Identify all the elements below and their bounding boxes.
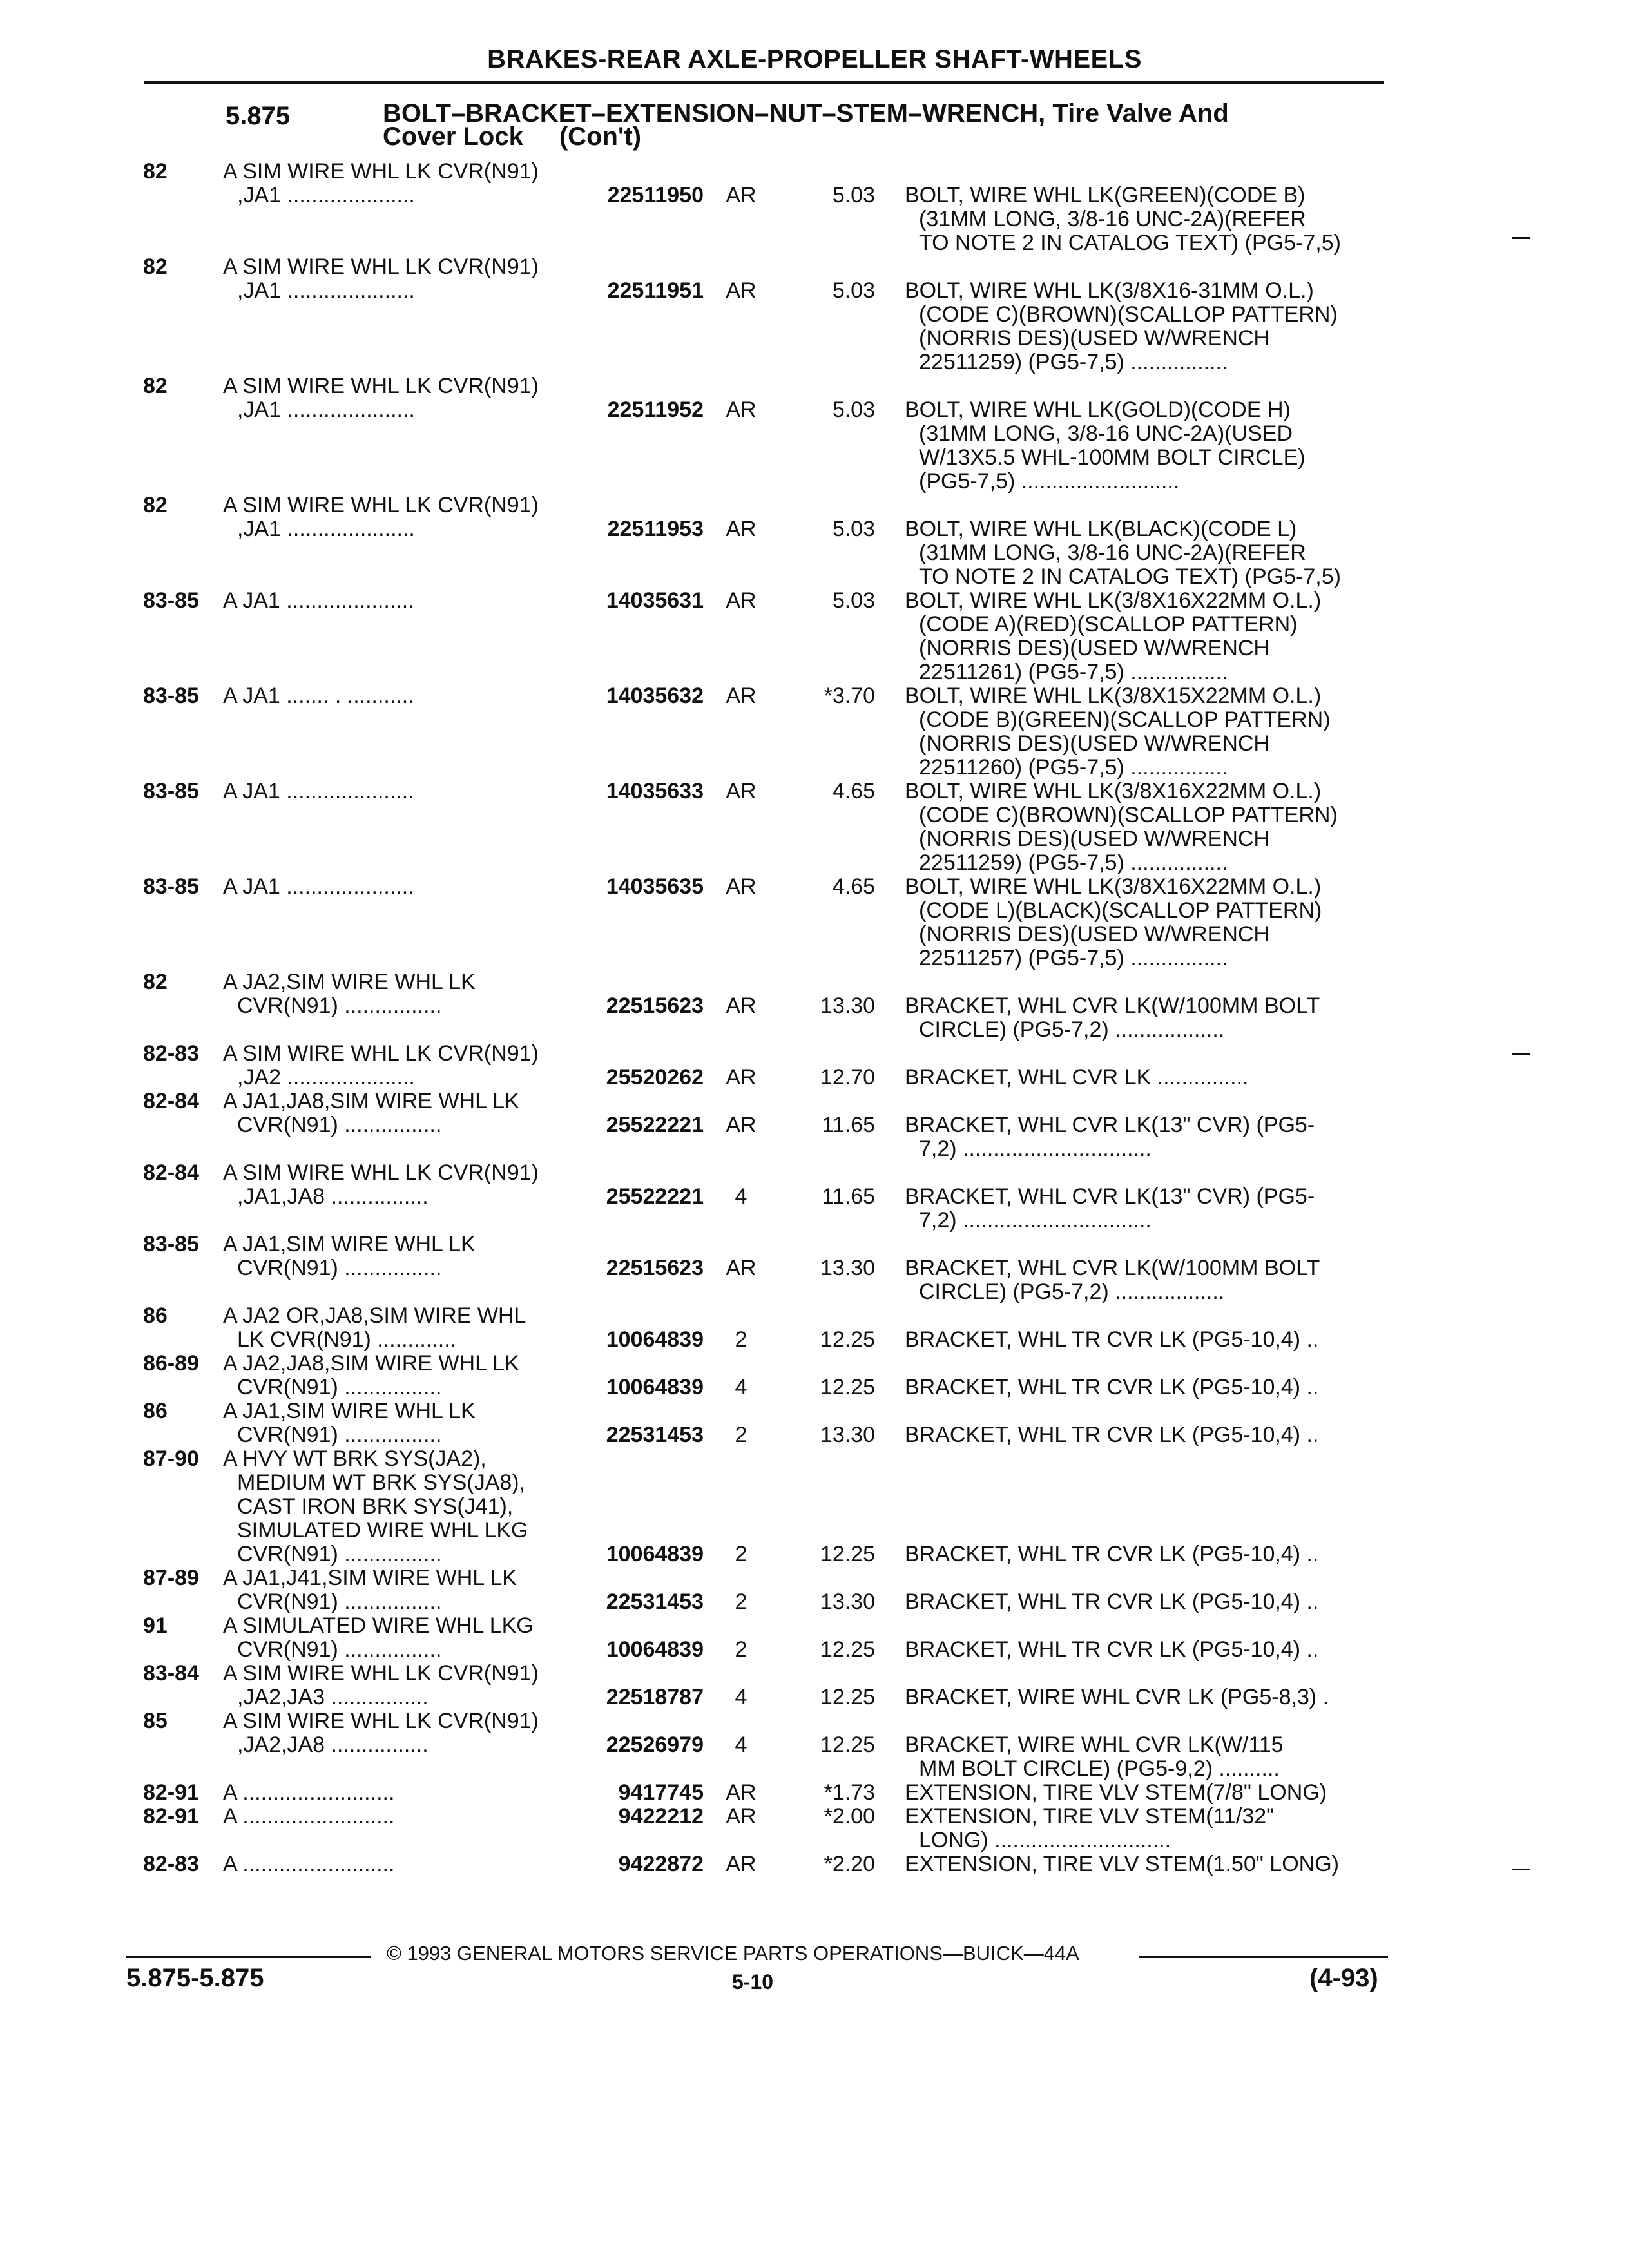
row-description-line: A SIM WIRE WHL LK CVR(N91) <box>223 159 539 184</box>
row-description <box>223 1566 571 1614</box>
row-description-line: A SIM WIRE WHL LK CVR(N91) <box>223 1661 539 1686</box>
row-description <box>223 1852 571 1876</box>
footer-rule-left <box>126 1956 371 1958</box>
row-description-line: CVR(N91) ................ <box>237 1542 442 1566</box>
row-part-name-line: 7,2) ............................... <box>919 1208 1152 1233</box>
row-description <box>223 1614 571 1662</box>
row-quantity: AR <box>726 1780 757 1805</box>
row-part-name-line: (PG5-7,5) .......................... <box>919 469 1180 494</box>
row-description <box>223 1161 571 1209</box>
row-part-name <box>905 517 1383 589</box>
row-description <box>223 160 571 207</box>
row-part-name-line: (CODE C)(BROWN)(SCALLOP PATTERN) <box>919 302 1338 327</box>
row-description-line: CVR(N91) ................ <box>237 1590 442 1614</box>
row-years: 91 <box>143 1613 168 1638</box>
row-part-name-line: (NORRIS DES)(USED W/WRENCH <box>919 636 1269 660</box>
row-part-name-line: BRACKET, WHL TR CVR LK (PG5-10,4) .. <box>905 1637 1319 1662</box>
row-part-name-line: BRACKET, WHL TR CVR LK (PG5-10,4) .. <box>905 1542 1319 1566</box>
row-part-name-line: (CODE A)(RED)(SCALLOP PATTERN) <box>919 612 1298 637</box>
row-part-name-line: (CODE L)(BLACK)(SCALLOP PATTERN) <box>919 898 1322 923</box>
row-description-line: ,JA1 ..................... <box>237 278 415 303</box>
row-description <box>223 1662 571 1709</box>
row-quantity: AR <box>726 1256 757 1280</box>
row-price: 5.03 <box>832 183 875 207</box>
row-part-name <box>905 994 1383 1042</box>
table-row <box>0 970 1629 1042</box>
row-part-name-line: (31MM LONG, 3/8-16 UNC-2A)(REFER <box>919 541 1306 565</box>
row-price: 13.30 <box>820 1590 875 1614</box>
row-price: 4.65 <box>832 779 875 803</box>
row-quantity: AR <box>726 517 757 541</box>
section-title-line2 <box>383 122 1388 151</box>
row-description-line: A JA1 ..................... <box>223 588 414 613</box>
row-part-name <box>905 1376 1383 1399</box>
margin-mark <box>1512 1053 1530 1055</box>
row-part-name-line: BOLT, WIRE WHL LK(3/8X16X22MM O.L.) <box>905 874 1322 899</box>
row-description-line: ,JA1 ..................... <box>237 517 415 541</box>
margin-mark <box>1512 1869 1530 1870</box>
table-row <box>0 1090 1629 1161</box>
row-part-name-line: BRACKET, WIRE WHL CVR LK(W/115 <box>905 1733 1284 1757</box>
row-years: 85 <box>143 1709 168 1733</box>
row-price: 12.25 <box>820 1542 875 1566</box>
row-description <box>223 374 571 422</box>
row-quantity: 4 <box>735 1733 747 1757</box>
row-description <box>223 1233 571 1280</box>
row-part-name-line: 22511257) (PG5-7,5) ................ <box>919 946 1228 970</box>
row-part-name-line: BOLT, WIRE WHL LK(3/8X16X22MM O.L.) <box>905 779 1322 803</box>
margin-mark <box>1512 237 1530 239</box>
row-description-line: A HVY WT BRK SYS(JA2), <box>223 1446 487 1471</box>
row-part-name <box>905 875 1383 970</box>
row-part-name <box>905 1805 1383 1852</box>
row-description <box>223 1352 571 1399</box>
row-part-number: 22511951 <box>607 278 704 303</box>
row-part-name <box>905 1542 1383 1566</box>
row-part-name-line: BRACKET, WHL CVR LK(W/100MM BOLT <box>905 994 1320 1018</box>
row-description <box>223 875 571 899</box>
row-part-name <box>905 184 1383 255</box>
row-part-number: 22515623 <box>606 1256 704 1280</box>
row-price: *2.00 <box>824 1804 875 1829</box>
row-part-number: 10064839 <box>606 1637 704 1662</box>
table-row <box>0 1662 1629 1709</box>
row-years: 87-90 <box>143 1446 199 1471</box>
row-quantity: 2 <box>735 1327 747 1352</box>
table-row <box>0 684 1629 780</box>
row-part-name <box>905 589 1383 684</box>
row-part-number: 25522221 <box>606 1184 704 1209</box>
row-quantity: AR <box>726 1852 757 1876</box>
row-description <box>223 1399 571 1447</box>
row-description <box>223 1090 571 1137</box>
row-part-name-line: W/13X5.5 WHL-100MM BOLT CIRCLE) <box>919 445 1306 470</box>
row-description-line: A SIM WIRE WHL LK CVR(N91) <box>223 255 539 279</box>
row-part-name <box>905 780 1383 875</box>
row-part-name-line: BOLT, WIRE WHL LK(3/8X16-31MM O.L.) <box>905 278 1314 303</box>
table-row <box>0 1042 1629 1090</box>
table-row <box>0 1805 1629 1852</box>
table-row <box>0 589 1629 684</box>
row-part-name-line: (CODE B)(GREEN)(SCALLOP PATTERN) <box>919 707 1331 732</box>
row-part-name <box>905 1423 1383 1447</box>
row-price: 12.70 <box>820 1065 875 1090</box>
row-description-line: A JA1 ..................... <box>223 874 414 899</box>
row-price: 11.65 <box>822 1184 875 1209</box>
row-part-number: 9417745 <box>618 1780 704 1805</box>
row-description-line: A JA2,JA8,SIM WIRE WHL LK <box>223 1351 519 1376</box>
row-quantity: AR <box>726 684 757 708</box>
row-part-number: 10064839 <box>606 1327 704 1352</box>
row-quantity: AR <box>726 398 757 422</box>
row-description-line: ,JA1,JA8 ................ <box>237 1184 429 1209</box>
row-description <box>223 255 571 303</box>
row-description-line: A JA1,SIM WIRE WHL LK <box>223 1232 476 1256</box>
row-part-name-line: BRACKET, WHL CVR LK(13" CVR) (PG5- <box>905 1184 1315 1209</box>
row-quantity: 2 <box>735 1423 747 1447</box>
row-quantity: AR <box>726 183 757 207</box>
row-part-name <box>905 1113 1383 1161</box>
row-part-name-line: LONG) ............................. <box>919 1828 1171 1852</box>
row-part-name-line: 7,2) ............................... <box>919 1137 1152 1161</box>
row-part-name-line: BOLT, WIRE WHL LK(3/8X15X22MM O.L.) <box>905 684 1322 708</box>
row-price: 13.30 <box>820 994 875 1018</box>
row-quantity: AR <box>726 874 757 899</box>
row-description-line: A JA1 ..................... <box>223 779 414 803</box>
section-title <box>383 99 1388 151</box>
row-years: 82-91 <box>143 1780 199 1805</box>
row-part-name-line: BRACKET, WHL TR CVR LK (PG5-10,4) .. <box>905 1590 1319 1614</box>
section-number: 5.875 <box>226 102 291 130</box>
table-row <box>0 255 1629 374</box>
footer-rule-right <box>1139 1956 1388 1958</box>
row-description-line: CVR(N91) ................ <box>237 994 442 1018</box>
row-years: 82 <box>143 374 168 398</box>
row-part-number: 22518787 <box>606 1685 704 1709</box>
row-part-name-line: TO NOTE 2 IN CATALOG TEXT) (PG5-7,5) <box>919 231 1341 255</box>
row-part-name-line: (31MM LONG, 3/8-16 UNC-2A)(REFER <box>919 207 1306 231</box>
row-part-name-line: (NORRIS DES)(USED W/WRENCH <box>919 326 1269 351</box>
row-quantity: AR <box>726 1065 757 1090</box>
row-price: *2.20 <box>824 1852 875 1876</box>
row-quantity: AR <box>726 1113 757 1137</box>
row-description-line: ,JA2,JA8 ................ <box>237 1733 429 1757</box>
row-part-number: 22531453 <box>606 1590 704 1614</box>
row-description-line: ,JA1 ..................... <box>237 183 415 207</box>
table-row <box>0 1161 1629 1233</box>
row-price: 13.30 <box>820 1256 875 1280</box>
table-row <box>0 1614 1629 1662</box>
row-years: 83-85 <box>143 779 199 803</box>
row-part-name-line: 22511260) (PG5-7,5) ................ <box>919 755 1228 780</box>
row-part-name <box>905 1256 1383 1304</box>
row-description-line: A JA1 ....... . ........... <box>223 684 414 708</box>
row-part-name-line: EXTENSION, TIRE VLV STEM(11/32" <box>905 1804 1275 1829</box>
row-part-name-line: CIRCLE) (PG5-7,2) .................. <box>919 1017 1225 1042</box>
row-part-name-line: BOLT, WIRE WHL LK(GOLD)(CODE H) <box>905 398 1291 422</box>
row-description-line: A JA1,SIM WIRE WHL LK <box>223 1399 476 1423</box>
row-description-line: A JA2,SIM WIRE WHL LK <box>223 970 476 994</box>
row-description-line: A JA1,JA8,SIM WIRE WHL LK <box>223 1089 519 1113</box>
row-part-name-line: BRACKET, WHL TR CVR LK (PG5-10,4) .. <box>905 1423 1319 1447</box>
row-part-number: 22515623 <box>606 994 704 1018</box>
row-part-number: 22511950 <box>607 183 704 207</box>
row-quantity: AR <box>726 588 757 613</box>
row-quantity: 2 <box>735 1590 747 1614</box>
table-row <box>0 1447 1629 1566</box>
section-title-line1: BOLT–BRACKET–EXTENSION–NUT–STEM–WRENCH, Tire Valve And <box>383 99 1229 128</box>
row-years: 82 <box>143 255 168 279</box>
table-row <box>0 1399 1629 1447</box>
row-part-number: 9422872 <box>618 1852 704 1876</box>
row-description-line: ,JA2 ..................... <box>237 1065 415 1090</box>
row-description <box>223 1781 571 1805</box>
row-description <box>223 1709 571 1757</box>
row-description-line: A JA2 OR,JA8,SIM WIRE WHL <box>223 1303 526 1328</box>
row-quantity: AR <box>726 278 757 303</box>
row-years: 86-89 <box>143 1351 199 1376</box>
row-price: 5.03 <box>832 398 875 422</box>
row-years: 83-85 <box>143 874 199 899</box>
row-description <box>223 684 571 708</box>
row-part-name-line: (CODE C)(BROWN)(SCALLOP PATTERN) <box>919 803 1338 827</box>
row-description-line: CVR(N91) ................ <box>237 1423 442 1447</box>
row-years: 83-84 <box>143 1661 199 1686</box>
row-part-number: 10064839 <box>606 1542 704 1566</box>
row-description-line: LK CVR(N91) ............. <box>237 1327 457 1352</box>
row-part-name-line: 22511259) (PG5-7,5) ................ <box>919 350 1228 374</box>
row-quantity: 4 <box>735 1375 747 1399</box>
row-years: 87-89 <box>143 1566 199 1590</box>
row-price: 13.30 <box>820 1423 875 1447</box>
table-row <box>0 780 1629 875</box>
row-description-line: CVR(N91) ................ <box>237 1637 442 1662</box>
row-part-name-line: (NORRIS DES)(USED W/WRENCH <box>919 827 1269 851</box>
row-price: 11.65 <box>822 1113 875 1137</box>
row-description-line: CVR(N91) ................ <box>237 1375 442 1399</box>
row-price: 12.25 <box>820 1327 875 1352</box>
row-quantity: 2 <box>735 1542 747 1566</box>
row-part-name-line: BRACKET, WHL TR CVR LK (PG5-10,4) .. <box>905 1375 1319 1399</box>
row-description-line: ,JA1 ..................... <box>237 398 415 422</box>
footer-date: (4-93) <box>1309 1964 1378 1992</box>
row-part-name <box>905 1781 1383 1805</box>
row-years: 83-85 <box>143 684 199 708</box>
table-row <box>0 160 1629 255</box>
header-rule <box>144 81 1384 84</box>
row-part-name-line: (31MM LONG, 3/8-16 UNC-2A)(USED <box>919 421 1293 446</box>
row-description <box>223 589 571 613</box>
row-price: *3.70 <box>824 684 875 708</box>
row-description <box>223 1805 571 1829</box>
row-description-line: A JA1,J41,SIM WIRE WHL LK <box>223 1566 517 1590</box>
row-part-name <box>905 1638 1383 1662</box>
row-part-name-line: BRACKET, WIRE WHL CVR LK (PG5-8,3) . <box>905 1685 1329 1709</box>
row-part-name <box>905 1852 1383 1876</box>
row-price: 12.25 <box>820 1733 875 1757</box>
row-description-line: ,JA2,JA3 ................ <box>237 1685 429 1709</box>
row-part-name-line: (NORRIS DES)(USED W/WRENCH <box>919 922 1269 947</box>
row-years: 82-84 <box>143 1089 199 1113</box>
row-part-name <box>905 398 1383 494</box>
row-part-number: 22531453 <box>606 1423 704 1447</box>
row-description-line: CVR(N91) ................ <box>237 1256 442 1280</box>
row-quantity: AR <box>726 994 757 1018</box>
row-description <box>223 1304 571 1352</box>
row-years: 82 <box>143 159 168 184</box>
row-price: 5.03 <box>832 588 875 613</box>
table-row <box>0 1304 1629 1352</box>
row-description-line: CVR(N91) ................ <box>237 1113 442 1137</box>
section-title-subject: Cover Lock <box>383 122 523 151</box>
row-part-number: 22511953 <box>607 517 704 541</box>
row-part-name-line: BRACKET, WHL CVR LK(W/100MM BOLT <box>905 1256 1320 1280</box>
row-description-line: MEDIUM WT BRK SYS(JA8), <box>237 1470 526 1495</box>
table-row <box>0 1852 1629 1876</box>
row-part-name-line: BOLT, WIRE WHL LK(GREEN)(CODE B) <box>905 183 1306 207</box>
row-price: 5.03 <box>832 278 875 303</box>
row-description <box>223 970 571 1018</box>
row-part-number: 9422212 <box>618 1804 704 1829</box>
row-years: 82 <box>143 970 168 994</box>
row-part-number: 22511952 <box>607 398 704 422</box>
table-row <box>0 494 1629 589</box>
row-description-line: A SIM WIRE WHL LK CVR(N91) <box>223 374 539 398</box>
row-years: 82 <box>143 493 168 517</box>
row-part-name-line: BOLT, WIRE WHL LK(3/8X16X22MM O.L.) <box>905 588 1322 613</box>
row-quantity: 4 <box>735 1184 747 1209</box>
row-quantity: AR <box>726 1804 757 1829</box>
row-part-name <box>905 1686 1383 1709</box>
row-years: 82-91 <box>143 1804 199 1829</box>
row-description <box>223 780 571 803</box>
row-part-number: 10064839 <box>606 1375 704 1399</box>
row-part-name-line: BRACKET, WHL CVR LK ............... <box>905 1065 1249 1090</box>
table-row <box>0 1233 1629 1304</box>
row-description-line: A ......................... <box>223 1780 395 1805</box>
row-part-number: 22526979 <box>606 1733 704 1757</box>
row-description-line: CAST IRON BRK SYS(J41), <box>237 1494 514 1519</box>
row-part-name <box>905 1185 1383 1233</box>
table-row <box>0 374 1629 494</box>
row-part-name-line: 22511259) (PG5-7,5) ................ <box>919 850 1228 875</box>
row-years: 82-84 <box>143 1160 199 1185</box>
row-part-number: 14035632 <box>606 684 704 708</box>
row-part-name <box>905 684 1383 780</box>
row-description <box>223 1447 571 1566</box>
row-price: 4.65 <box>832 874 875 899</box>
footer-copyright: © 1993 GENERAL MOTORS SERVICE PARTS OPERATIONS—BUICK—44A <box>387 1942 1079 1965</box>
page-header: BRAKES-REAR AXLE-PROPELLER SHAFT-WHEELS <box>487 45 1142 73</box>
row-years: 83-85 <box>143 588 199 613</box>
row-price: 12.25 <box>820 1375 875 1399</box>
row-part-name <box>905 1066 1383 1090</box>
row-part-name-line: BRACKET, WHL CVR LK(13" CVR) (PG5- <box>905 1113 1315 1137</box>
row-part-number: 14035635 <box>606 874 704 899</box>
row-part-number: 14035633 <box>606 779 704 803</box>
table-row <box>0 875 1629 970</box>
row-price: 12.25 <box>820 1637 875 1662</box>
row-part-name <box>905 279 1383 374</box>
row-part-name-line: BOLT, WIRE WHL LK(BLACK)(CODE L) <box>905 517 1297 541</box>
row-part-number: 25522221 <box>606 1113 704 1137</box>
row-part-name-line: 22511261) (PG5-7,5) ................ <box>919 660 1228 684</box>
row-quantity: 2 <box>735 1637 747 1662</box>
row-part-number: 14035631 <box>606 588 704 613</box>
section-title-continued: (Con't) <box>559 122 642 151</box>
row-description <box>223 494 571 541</box>
row-description-line: A ......................... <box>223 1852 395 1876</box>
row-price: *1.73 <box>824 1780 875 1805</box>
row-description-line: A SIM WIRE WHL LK CVR(N91) <box>223 1709 539 1733</box>
row-part-name-line: MM BOLT CIRCLE) (PG5-9,2) .......... <box>919 1756 1280 1781</box>
row-price: 5.03 <box>832 517 875 541</box>
footer-section-range: 5.875-5.875 <box>126 1964 264 1992</box>
row-part-name <box>905 1328 1383 1352</box>
row-price: 12.25 <box>820 1685 875 1709</box>
row-description <box>223 1042 571 1090</box>
row-part-number: 25520262 <box>606 1065 704 1090</box>
row-description-line: A SIM WIRE WHL LK CVR(N91) <box>223 1041 539 1066</box>
row-part-name-line: BRACKET, WHL TR CVR LK (PG5-10,4) .. <box>905 1327 1319 1352</box>
row-description-line: SIMULATED WIRE WHL LKG <box>237 1518 528 1542</box>
table-row <box>0 1352 1629 1399</box>
row-part-name-line: (NORRIS DES)(USED W/WRENCH <box>919 731 1269 756</box>
row-description-line: A SIM WIRE WHL LK CVR(N91) <box>223 1160 539 1185</box>
row-part-name-line: EXTENSION, TIRE VLV STEM(1.50" LONG) <box>905 1852 1339 1876</box>
row-years: 86 <box>143 1303 168 1328</box>
row-years: 82-83 <box>143 1041 199 1066</box>
row-part-name-line: EXTENSION, TIRE VLV STEM(7/8" LONG) <box>905 1780 1327 1805</box>
parts-list <box>0 160 1629 1876</box>
table-row <box>0 1781 1629 1805</box>
row-years: 82-83 <box>143 1852 199 1876</box>
table-row <box>0 1709 1629 1781</box>
row-description-line: A SIMULATED WIRE WHL LKG <box>223 1613 534 1638</box>
table-row <box>0 1566 1629 1614</box>
row-part-name <box>905 1590 1383 1614</box>
row-years: 83-85 <box>143 1232 199 1256</box>
row-description-line: A ......................... <box>223 1804 395 1829</box>
row-quantity: 4 <box>735 1685 747 1709</box>
footer-page-number: 5-10 <box>732 1970 774 1994</box>
row-part-name-line: CIRCLE) (PG5-7,2) .................. <box>919 1280 1225 1304</box>
row-part-name <box>905 1733 1383 1781</box>
row-part-name-line: TO NOTE 2 IN CATALOG TEXT) (PG5-7,5) <box>919 564 1341 589</box>
row-description-line: A SIM WIRE WHL LK CVR(N91) <box>223 493 539 517</box>
row-years: 86 <box>143 1399 168 1423</box>
row-quantity: AR <box>726 779 757 803</box>
